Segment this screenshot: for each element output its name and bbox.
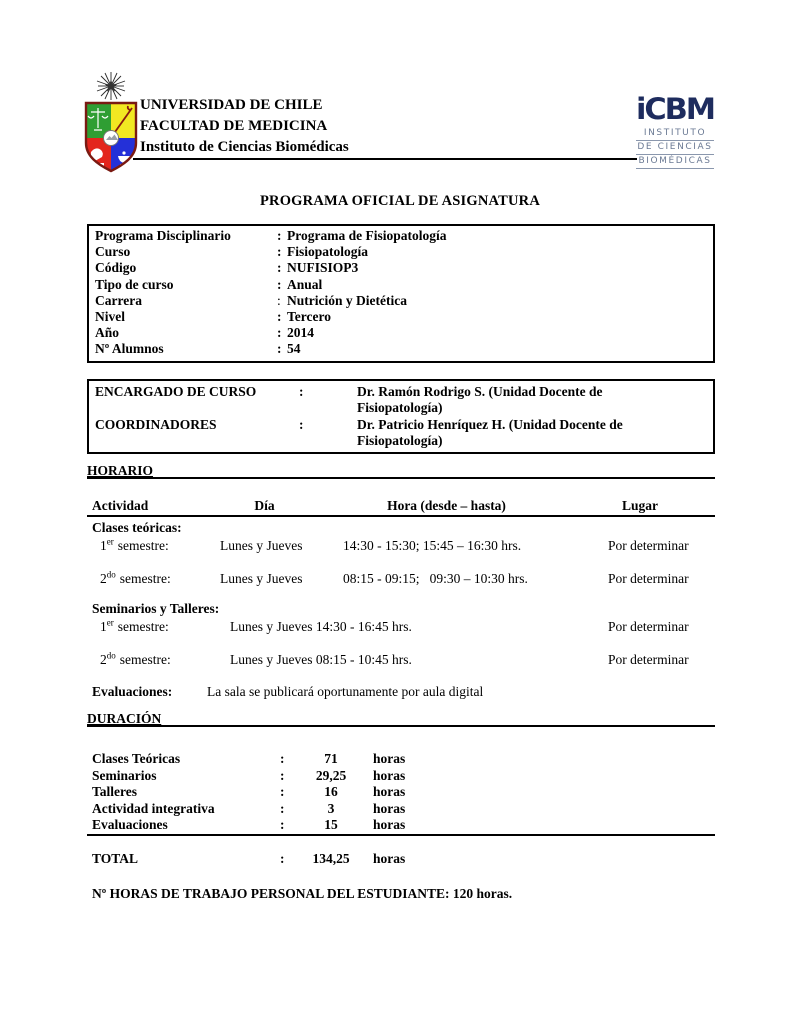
semester-label: 1er semestre: (100, 536, 169, 553)
column-header: Día (254, 498, 275, 513)
row-label: Código (95, 260, 137, 276)
table-row (87, 652, 715, 668)
row-value: : 54 (277, 341, 301, 357)
row-value: : Programa de Fisiopatología (277, 228, 447, 243)
row-label: Tipo de curso (95, 276, 174, 292)
institute-name: Instituto de Ciencias Biomédicas (140, 139, 349, 155)
table-row (89, 244, 713, 260)
staff-box (87, 379, 715, 454)
row-label: COORDINADORES (95, 416, 217, 432)
hours-unit: horas (373, 751, 406, 766)
day-time-cell: Lunes y Jueves 14:30 - 16:45 hrs. (230, 619, 412, 634)
colon: : (299, 416, 304, 432)
table-row (89, 325, 713, 341)
row-label: Evaluaciones: (92, 684, 173, 699)
hours-value: 15 (324, 817, 338, 832)
table-row (89, 293, 713, 309)
hours-unit: horas (373, 784, 406, 799)
place-cell: Por determinar (608, 571, 689, 586)
place-cell: Por determinar (608, 652, 689, 667)
row-label: Actividad integrativa (92, 800, 215, 816)
personal-hours-note: Nº HORAS DE TRABAJO PERSONAL DEL ESTUDIANTE: 120 horas. (92, 886, 513, 901)
row-label: Seminarios (92, 767, 157, 783)
row-label: Año (95, 325, 120, 341)
university-name: UNIVERSIDAD DE CHILE (140, 97, 323, 113)
column-header: Hora (desde – hasta) (387, 498, 506, 513)
group-label-clases-teoricas: Clases teóricas: (92, 520, 182, 535)
hours-value: 134,25 (312, 851, 350, 866)
table-row (87, 768, 715, 785)
hours-value: 29,25 (315, 767, 347, 783)
course-info-table (87, 224, 715, 363)
row-value: : Nutrición y Dietética (277, 292, 407, 308)
row-label: Carrera (95, 292, 142, 308)
table-row (89, 384, 713, 417)
time-cell: 08:15 - 09:15; 09:30 – 10:30 hrs. (343, 571, 528, 586)
place-cell: Por determinar (608, 538, 689, 553)
table-row (87, 571, 715, 587)
row-value: Dr. Ramón Rodrigo S. (Unidad Docente de Fisiopatología) (357, 384, 603, 416)
semester-label: 1er semestre: (100, 617, 169, 634)
hours-unit: horas (373, 851, 406, 866)
icbm-logo-text-line: BIOMÉDICAS (636, 154, 714, 169)
table-row (87, 817, 715, 834)
total-row (87, 851, 715, 868)
table-row (87, 801, 715, 818)
row-value: La sala se publicará oportunamente por aula digital (207, 684, 484, 699)
university-header (140, 95, 349, 158)
colon: : (280, 851, 285, 866)
section-heading-horario (87, 463, 715, 479)
faculty-name: FACULTAD DE MEDICINA (140, 118, 328, 134)
colon: : (299, 384, 304, 399)
row-value: : Anual (277, 276, 323, 292)
colon: : (280, 751, 285, 766)
heading-text: HORARIO (87, 463, 154, 478)
table-row (89, 260, 713, 276)
table-row (89, 341, 713, 357)
duracion-total-rule (87, 834, 715, 836)
column-header: Lugar (621, 498, 658, 513)
hours-unit: horas (373, 800, 406, 816)
semester-label: $2^{do}$ semestre: (100, 569, 171, 586)
row-label: Nº Alumnos (95, 341, 164, 357)
row-label: Evaluaciones (92, 817, 168, 832)
hours-value: 71 (324, 751, 338, 766)
icbm-logo-text-line: DE CIENCIAS (637, 142, 713, 152)
hours-value: 3 (327, 800, 335, 816)
icbm-logo (636, 91, 714, 169)
table-row (89, 277, 713, 293)
hours-unit: horas (373, 817, 406, 832)
table-row (87, 751, 715, 768)
row-value: : Tercero (277, 309, 331, 325)
icbm-logo-mark: iCBM (636, 92, 714, 126)
row-label: TOTAL (92, 851, 139, 866)
row-value: : NUFISIOP3 (277, 260, 359, 276)
row-label: Curso (95, 244, 131, 260)
table-row (89, 309, 713, 325)
table-row (89, 228, 713, 244)
place-cell: Por determinar (608, 619, 689, 634)
day-time-cell: Lunes y Jueves 08:15 - 10:45 hrs. (230, 652, 412, 667)
row-label: Programa Disciplinario (95, 228, 231, 243)
row-value: : 2014 (277, 325, 314, 341)
evaluaciones-row (87, 684, 715, 700)
university-shield-icon (82, 72, 140, 179)
row-label: Talleres (92, 784, 138, 799)
row-value: : Fisiopatología (277, 244, 369, 260)
icbm-logo-text-line: INSTITUTO (643, 128, 707, 138)
column-header: Actividad (92, 498, 149, 513)
colon: : (280, 800, 285, 816)
time-cell: 14:30 - 15:30; 15:45 – 16:30 hrs. (343, 538, 522, 553)
heading-text: DURACIÓN (87, 711, 162, 726)
table-row (87, 784, 715, 801)
table-row (87, 619, 715, 635)
row-label: ENCARGADO DE CURSO (95, 384, 257, 399)
table-row (87, 538, 715, 554)
group-label-seminarios-talleres: Seminarios y Talleres: (92, 601, 220, 616)
day-cell: Lunes y Jueves (220, 538, 303, 553)
colon: : (280, 767, 285, 783)
row-label: Nivel (95, 309, 125, 325)
colon: : (280, 784, 285, 799)
page-title: PROGRAMA OFICIAL DE ASIGNATURA (259, 193, 541, 209)
row-label: Clases Teóricas (92, 751, 181, 766)
schedule-column-headers (87, 498, 715, 517)
colon: : (280, 817, 285, 832)
section-heading-duracion (87, 711, 715, 727)
row-value: Dr. Patricio Henríquez H. (Unidad Docente de Fisiopatología) (357, 416, 623, 449)
header-rule (133, 158, 637, 160)
hours-value: 16 (324, 784, 338, 799)
day-cell: Lunes y Jueves (220, 571, 303, 586)
hours-unit: horas (373, 767, 406, 783)
semester-label: $2^{do}$ semestre: (100, 650, 171, 667)
table-row (89, 417, 713, 450)
